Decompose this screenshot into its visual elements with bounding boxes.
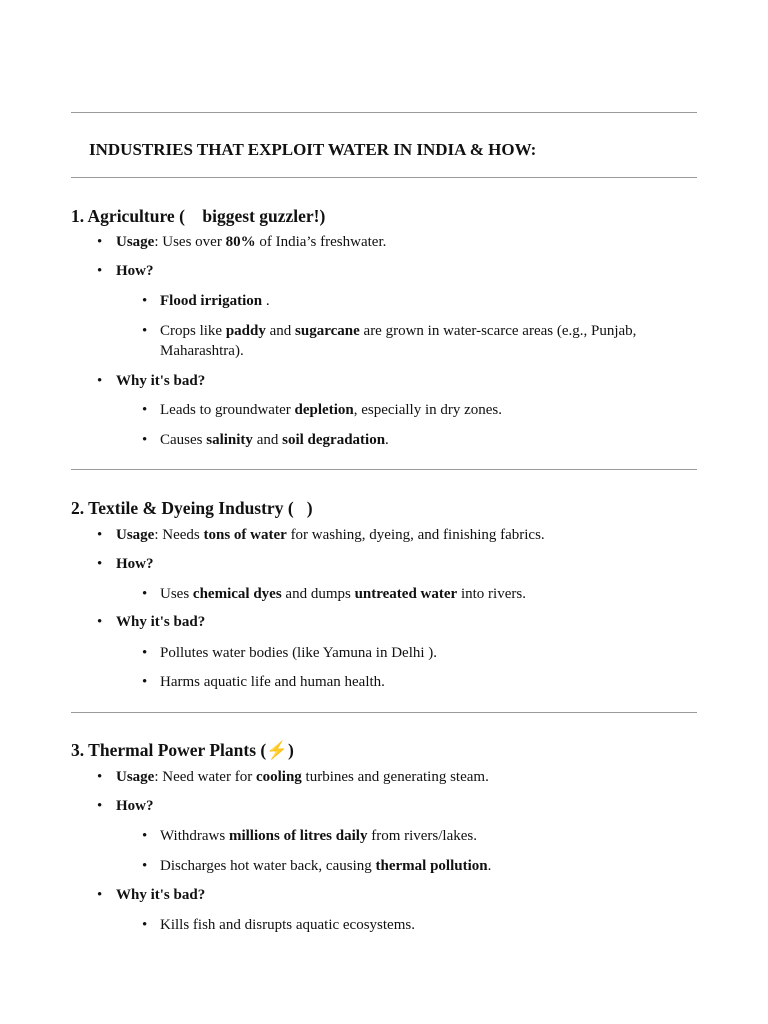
divider	[71, 177, 697, 178]
usage-line: Usage: Need water for cooling turbines and generating steam.	[116, 769, 489, 785]
why-label: Why it's bad?	[116, 887, 206, 903]
why-label: Why it's bad?	[116, 614, 206, 630]
bullet: •	[97, 527, 103, 543]
how-item: Discharges hot water back, causing thermal pollution.	[160, 858, 492, 874]
how-label: How?	[116, 556, 154, 572]
section-heading: 3. Thermal Power Plants (⚡)	[71, 740, 294, 760]
bullet: •	[142, 586, 148, 602]
how-item: Flood irrigation .	[160, 293, 270, 309]
why-item: Pollutes water bodies (like Yamuna in Delhi ).	[160, 645, 438, 661]
section-heading: 1. Agriculture ( biggest guzzler!)	[71, 206, 326, 226]
bullet: •	[97, 263, 103, 279]
why-item: Harms aquatic life and human health.	[160, 674, 385, 690]
divider	[71, 469, 697, 470]
why-item: Leads to groundwater depletion, especially in dry zones.	[160, 402, 503, 418]
bullet: •	[142, 293, 148, 309]
why-item: Kills fish and disrupts aquatic ecosystems.	[160, 917, 415, 933]
section-heading: 2. Textile & Dyeing Industry ( )	[71, 498, 313, 518]
bullet: •	[142, 674, 148, 690]
bullet: •	[142, 645, 148, 661]
usage-line: Usage: Uses over 80% of India’s freshwater.	[116, 234, 387, 250]
bullet: •	[142, 858, 148, 874]
divider	[71, 112, 697, 113]
page-title: INDUSTRIES THAT EXPLOIT WATER IN INDIA & HOW:	[89, 140, 537, 159]
why-item: Causes salinity and soil degradation.	[160, 432, 389, 448]
how-label: How?	[116, 263, 154, 279]
bullet: •	[97, 887, 103, 903]
bullet: •	[97, 614, 103, 630]
bullet: •	[142, 917, 148, 933]
divider	[71, 712, 697, 713]
how-label: How?	[116, 798, 154, 814]
bullet: •	[142, 828, 148, 844]
bullet: •	[97, 234, 103, 250]
bullet: •	[97, 769, 103, 785]
how-item-continuation: Maharashtra).	[160, 343, 244, 359]
how-item: Crops like paddy and sugarcane are grown in water-scarce areas (e.g., Punjab,	[160, 323, 637, 339]
bullet: •	[142, 402, 148, 418]
bullet: •	[97, 556, 103, 572]
why-label: Why it's bad?	[116, 373, 206, 389]
usage-line: Usage: Needs tons of water for washing, dyeing, and finishing fabrics.	[116, 527, 545, 543]
bullet: •	[97, 798, 103, 814]
bullet: •	[142, 323, 148, 339]
how-item: Uses chemical dyes and dumps untreated water into rivers.	[160, 586, 526, 602]
bullet: •	[97, 373, 103, 389]
how-item: Withdraws millions of litres daily from rivers/lakes.	[160, 828, 478, 844]
bullet: •	[142, 432, 148, 448]
